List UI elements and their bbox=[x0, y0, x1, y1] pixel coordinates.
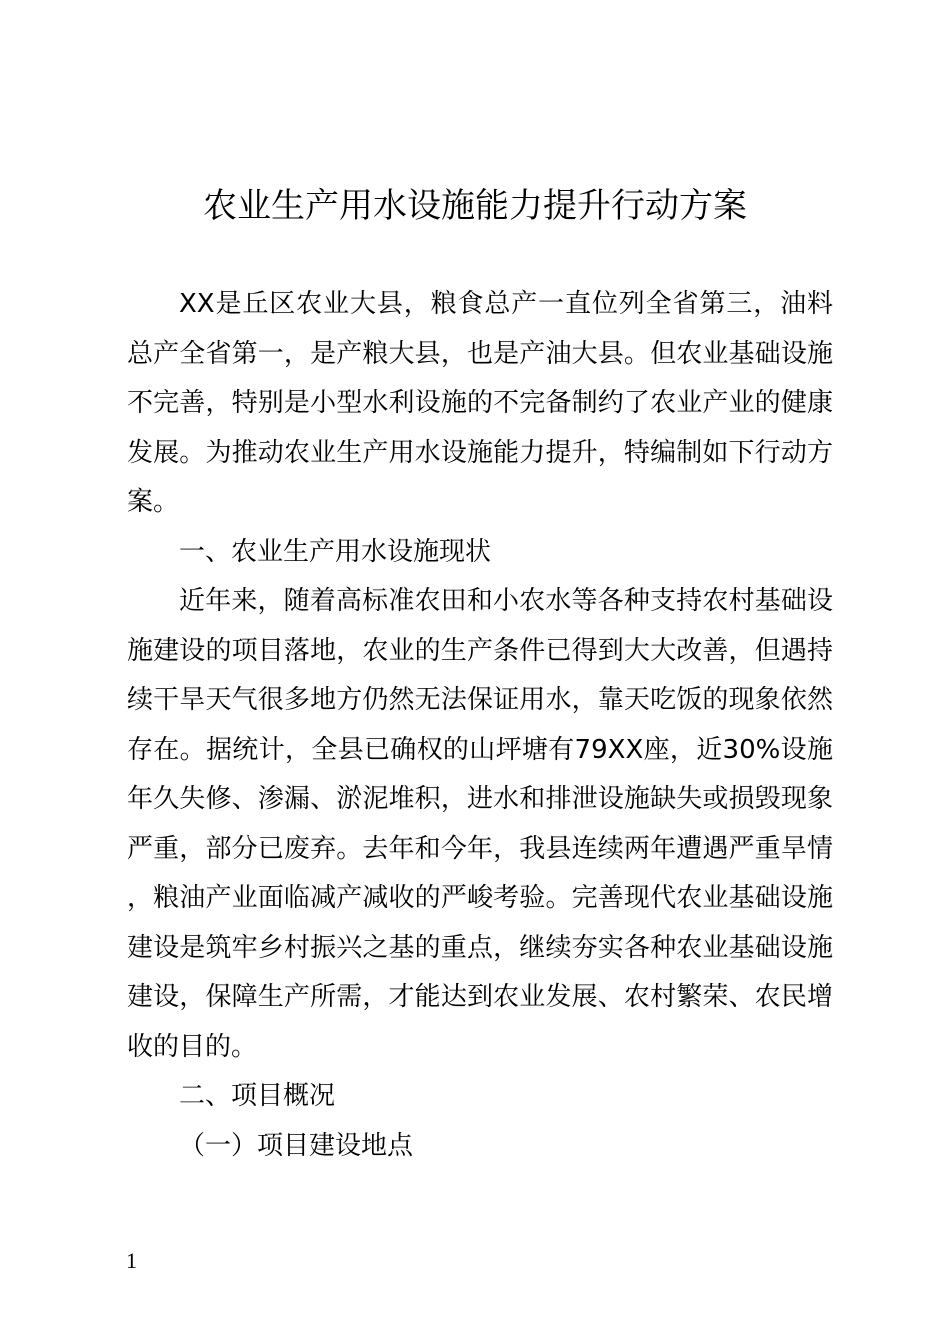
document-title: 农业生产用水设施能力提升行动方案 bbox=[203, 186, 747, 226]
intro-paragraph: XX是丘区农业大县，粮食总产一直位列全省第三，油料总产全省第一，是产粮大县，也是产油大县。但农业基础设施不完善，特别是小型水利设施的不完备制约了农业产业的健康发展。为推动农业生产用水设施能力提升，特编制如下行动方案。 bbox=[127, 289, 833, 517]
section-2-heading: 二、项目概况 bbox=[179, 1081, 336, 1111]
section-1-heading: 一、农业生产用水设施现状 bbox=[179, 536, 492, 567]
page-number: 1 bbox=[126, 1248, 137, 1273]
section-1-paragraph: 近年来，随着高标准农田和小农水等各种支持农村基础设施建设的项目落地，农业的生产条件已得到大大改善，但遇持续干旱天气很多地方仍然无法保证用水，靠天吃饭的现象依然存在。据统计，全县已确权的山坪塘有79XX座，近30%设施年久失修、渗漏、淤泥堆积，进水和排泄设施缺失或损毁现象严重，部分已废弃。去年和今年，我县连续两年遭遇严重旱情，粮油产业面临减产减收的严峻考验。完善现代农业基础设施建设是筑牢乡村振兴之基的重点，继续夯实各种农业基础设施建设，保障生产所需，才能达到农业发展、农村繁荣、农民增收的目的。 bbox=[127, 586, 833, 1062]
document-body bbox=[127, 280, 833, 1171]
section-2-subheading-1: （一）项目建设地点 bbox=[179, 1130, 414, 1161]
